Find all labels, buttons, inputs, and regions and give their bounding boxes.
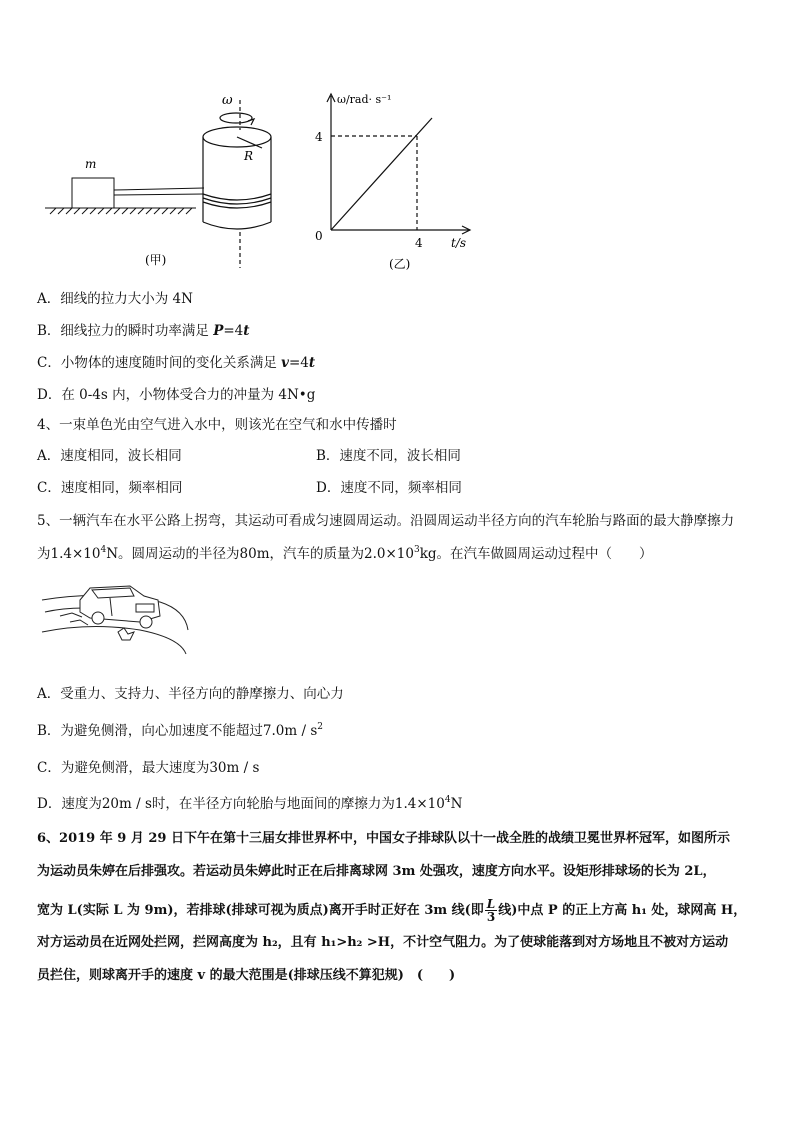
figure-cylinder-and-graph xyxy=(0,85,794,275)
rotation-arrow-icon xyxy=(220,113,254,125)
origin-label: 0 xyxy=(315,229,323,243)
q5-option-c: C．为避免侧滑，最大速度为30m / s xyxy=(37,760,260,776)
q6-line5: 员拦住，则球离开手的速度 v 的最大范围是(排球压线不算犯规) ( ) xyxy=(37,968,456,983)
q6-line3: 宽为 L(实际 L 为 9m)，若排球(排球可视为质点)离开手时正好在 3m 线(即 $\frac{L}{3}$ 线)中点 P 的正上方高 h₁ 处，球网高 H， xyxy=(37,897,747,924)
q3-option-d: D．在 0-4s 内，小物体受合力的冲量为 4N•g xyxy=(37,387,316,403)
mass-label: m xyxy=(85,157,97,171)
q6-line4: 对方运动员在近网处拦网，拦网高度为 h₂，且有 h₁>h₂ >H，不计空气阻力。为了使球能落到对方场地且不被对方运动 xyxy=(37,935,729,950)
cylinder xyxy=(203,100,271,268)
q5-option-a: A．受重力、支持力、半径方向的静摩擦力、向心力 xyxy=(37,686,344,702)
x-tick-4: 4 xyxy=(415,236,423,250)
q4-stem: 4、一束单色光由空气进入水中，则该光在空气和水中传播时 xyxy=(37,417,397,433)
q5-option-b: B．为避免侧滑，向心加速度不能超过$7.0m / s^2$ xyxy=(37,722,323,739)
block-m xyxy=(72,178,114,208)
q3-option-b: B．细线拉力的瞬时功率满足 P=4t xyxy=(37,323,250,339)
q5-stem-line1: 5、一辆汽车在水平公路上拐弯，其运动可看成匀速圆周运动。沿圆周运动半径方向的汽车轮胎与路面的最大静摩擦力 xyxy=(37,513,735,529)
fraction-l-over-3: $\frac{L}{3}$ xyxy=(486,897,496,924)
caption-right: (乙) xyxy=(389,257,411,271)
radius-label: R xyxy=(244,149,254,163)
q5-stem-line2: 为$1.4\times 10^4N$。圆周运动的半径为80m，汽车的质量为$2.0\times 10^3kg$。在汽车做圆周运动过程中（ ） xyxy=(37,545,653,562)
q6-line2: 为运动员朱婷在后排强攻。若运动员朱婷此时正在后排离球网 3m 处强攻，速度方向水平。设矩形排球场的长为 2L， xyxy=(37,864,716,879)
x-axis-label: t/s xyxy=(451,236,467,250)
omega-t-graph xyxy=(327,94,470,234)
q4-option-b: B．速度不同，波长相同 xyxy=(316,448,461,464)
q3-option-c: C．小物体的速度随时间的变化关系满足 v=4t xyxy=(37,355,316,371)
q4-option-a: A．速度相同，波长相同 xyxy=(37,448,182,464)
caption-left: (甲) xyxy=(145,253,167,267)
q4-option-d: D．速度不同，频率相同 xyxy=(316,480,462,496)
y-tick-4: 4 xyxy=(315,130,323,144)
q4-option-c: C．速度相同，频率相同 xyxy=(37,480,183,496)
ground-hatching xyxy=(45,208,196,214)
string xyxy=(114,188,204,195)
q5-option-d: D．速度为20m / s时，在半径方向轮胎与地面间的摩擦力为$1.4\times 10^4N$ xyxy=(37,795,463,812)
y-axis-label: ω/rad· s⁻¹ xyxy=(337,93,392,106)
q6-line1: 6、2019 年 9 月 29 日下午在第十三届女排世界杯中，中国女子排球队以十一战全胜的战绩卫冕世界杯冠军，如图所示 xyxy=(37,831,730,846)
q3-option-a: A．细线的拉力大小为 4N xyxy=(37,291,193,307)
omega-label: ω xyxy=(222,93,233,108)
car-turning-illustration xyxy=(40,582,190,657)
